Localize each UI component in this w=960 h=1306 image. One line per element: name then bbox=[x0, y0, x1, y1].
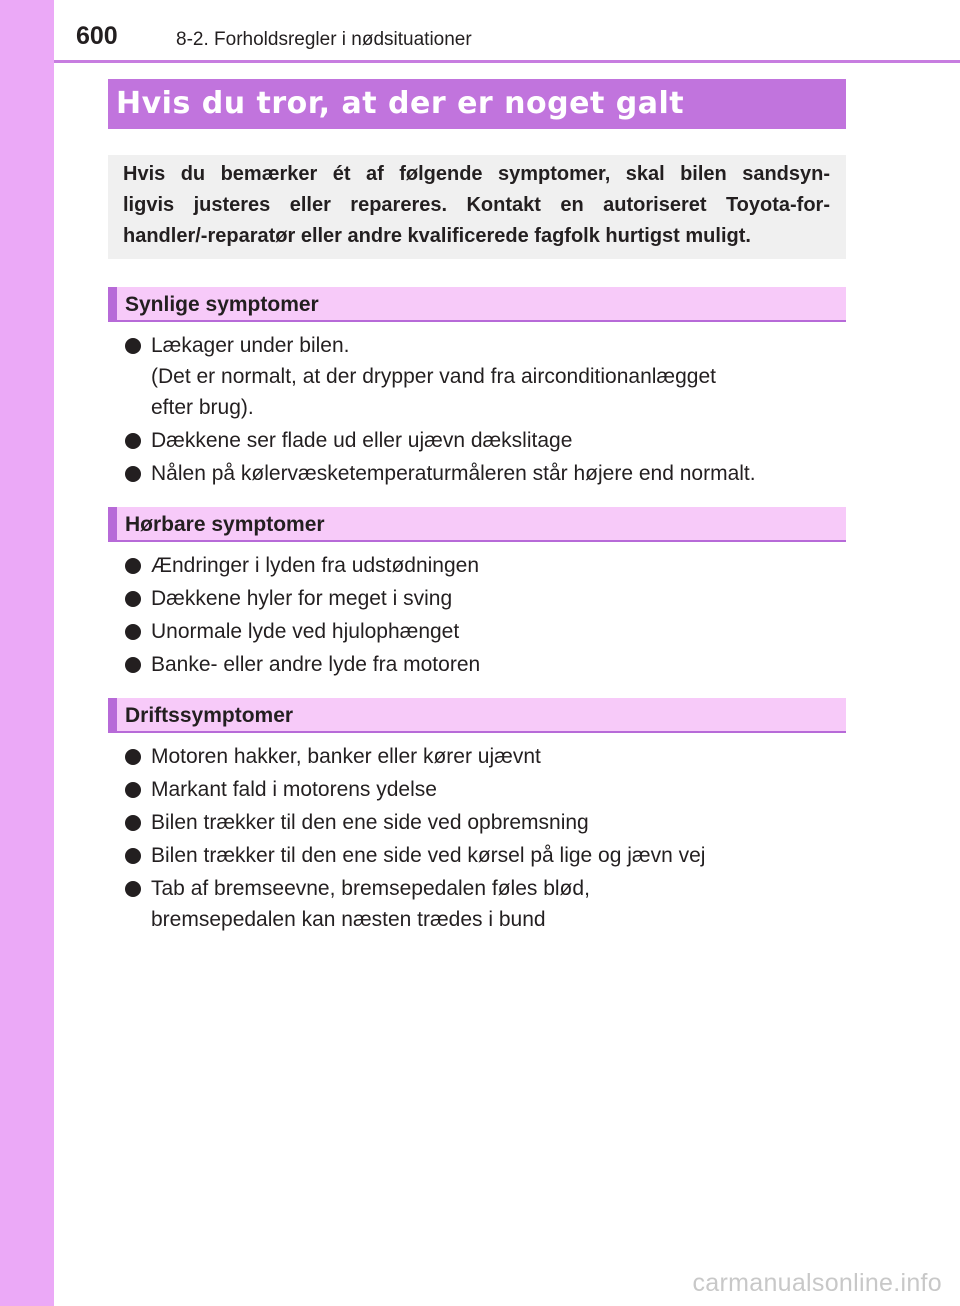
item-text: (Det er normalt, at der drypper vand fra airconditionanlægget bbox=[151, 365, 716, 388]
visible-symptoms-list bbox=[125, 330, 845, 489]
list-item bbox=[125, 583, 845, 614]
intro-line: handler/-reparatør eller andre kvalificerede fagfolk hurtigst muligt. bbox=[123, 225, 751, 247]
item-text: Bilen trækker til den ene side ved opbremsning bbox=[151, 811, 589, 834]
item-text: Dækkene ser flade ud eller ujævn dækslitage bbox=[151, 429, 573, 452]
section-heading-operational: Driftssymptomer bbox=[108, 698, 846, 733]
list-item bbox=[125, 741, 845, 772]
item-text: Markant fald i motorens ydelse bbox=[151, 778, 437, 801]
bullet-icon bbox=[125, 815, 141, 831]
item-text: Ændringer i lyden fra udstødningen bbox=[151, 554, 480, 577]
bullet-icon bbox=[125, 433, 141, 449]
chapter-title: 8-2. Forholdsregler i nødsituationer bbox=[176, 29, 472, 50]
bullet-icon bbox=[125, 749, 141, 765]
bullet-icon bbox=[125, 558, 141, 574]
item-text: Bilen trækker til den ene side ved kørsel på lige og jævn vej bbox=[151, 844, 706, 867]
section-heading-visible: Synlige symptomer bbox=[108, 287, 846, 322]
list-item bbox=[125, 616, 845, 647]
intro-box bbox=[108, 155, 846, 259]
page-number: 600 bbox=[76, 22, 118, 50]
watermark: carmanualsonline.info bbox=[692, 1269, 942, 1297]
bullet-icon bbox=[125, 624, 141, 640]
bullet-icon bbox=[125, 848, 141, 864]
list-item bbox=[125, 873, 845, 935]
item-text: Motoren hakker, banker eller kører ujævnt bbox=[151, 745, 541, 768]
bullet-icon bbox=[125, 881, 141, 897]
item-text: Dækkene hyler for meget i sving bbox=[151, 587, 453, 610]
item-text: efter brug). bbox=[151, 396, 254, 419]
bullet-icon bbox=[125, 657, 141, 673]
item-text: Banke- eller andre lyde fra motoren bbox=[151, 653, 481, 676]
bullet-icon bbox=[125, 782, 141, 798]
item-text: Nålen på kølervæsketemperaturmåleren står højere end normalt. bbox=[151, 462, 756, 485]
list-item bbox=[125, 458, 845, 489]
list-item bbox=[125, 330, 845, 425]
item-text: Tab af bremseevne, bremsepedalen føles blød, bbox=[151, 877, 590, 900]
operational-symptoms-list bbox=[125, 741, 845, 935]
list-item bbox=[125, 425, 845, 456]
list-item bbox=[125, 774, 845, 805]
list-item bbox=[125, 840, 845, 871]
header-divider bbox=[54, 60, 960, 63]
side-color-bar bbox=[0, 0, 54, 1306]
list-item bbox=[125, 550, 845, 581]
bullet-icon bbox=[125, 591, 141, 607]
item-text: bremsepedalen kan næsten trædes i bund bbox=[151, 908, 546, 931]
page-title: Hvis du tror, at der er noget galt bbox=[108, 79, 846, 129]
section-heading-audible: Hørbare symptomer bbox=[108, 507, 846, 542]
audible-symptoms-list bbox=[125, 550, 845, 680]
bullet-icon bbox=[125, 338, 141, 354]
item-text: Lækager under bilen. bbox=[151, 334, 350, 357]
intro-line: ligvis justeres eller repareres. Kontakt en autoriseret Toyota-for- bbox=[123, 194, 830, 216]
item-text: Unormale lyde ved hjulophænget bbox=[151, 620, 460, 643]
list-item bbox=[125, 649, 845, 680]
intro-line: Hvis du bemærker ét af følgende symptomer, skal bilen sandsyn- bbox=[123, 163, 830, 185]
bullet-icon bbox=[125, 466, 141, 482]
list-item bbox=[125, 807, 845, 838]
